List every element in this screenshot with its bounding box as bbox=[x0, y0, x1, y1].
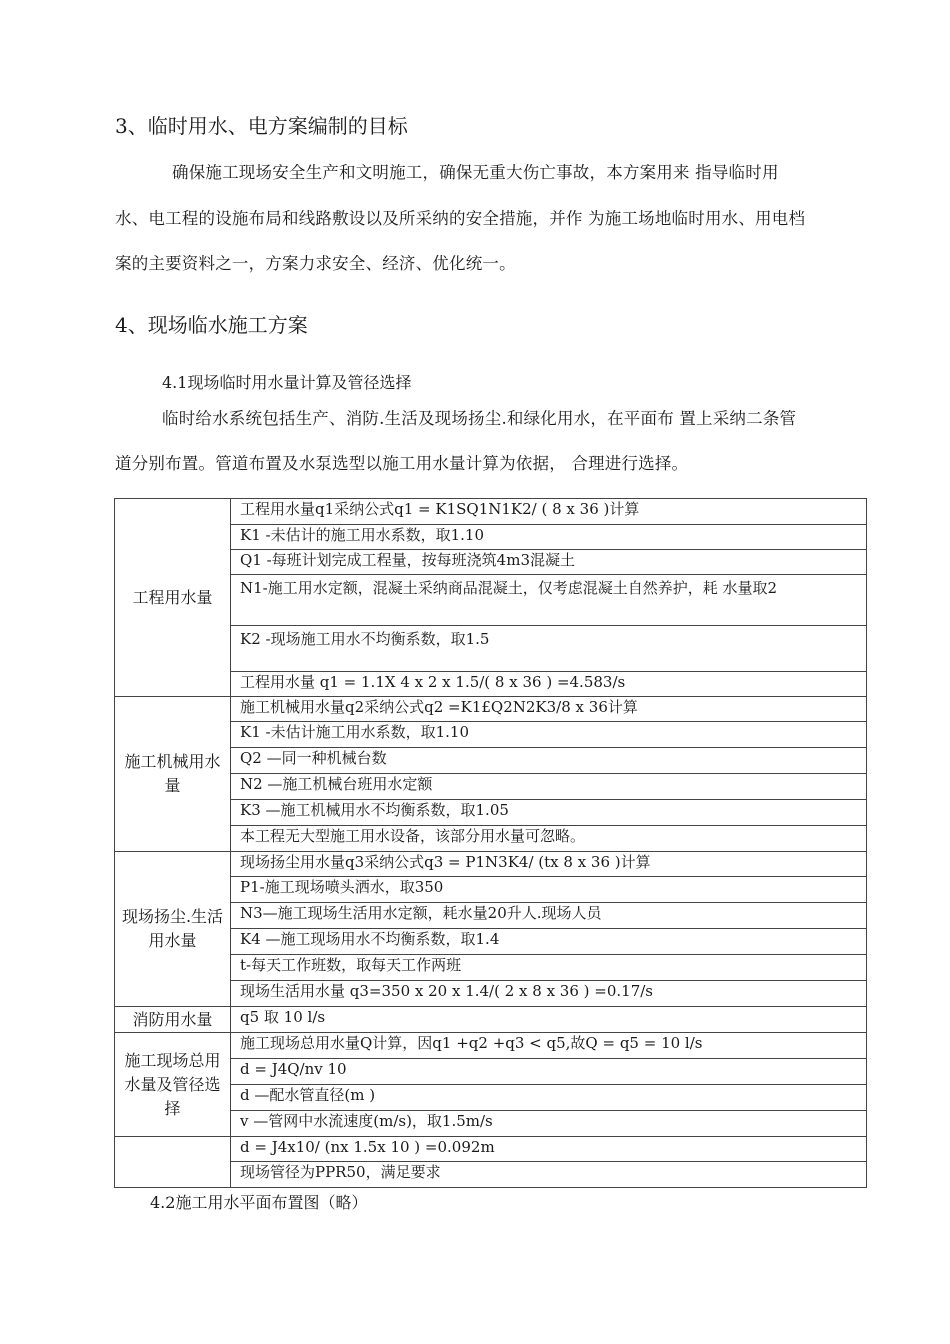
table-cell: N1-施工用水定额，混凝土采纳商品混凝土，仅考虑混凝土自然养护，耗 水量取2 bbox=[231, 575, 867, 626]
section-4-para-line-1: 临时给水系统包括生产、消防.生活及现场扬尘.和绿化用水，在平面布 置上采纳二条管 bbox=[162, 409, 797, 428]
table-row bbox=[115, 1033, 867, 1059]
table-row bbox=[115, 1137, 867, 1162]
table-cell: 现场扬尘用水量q3采纳公式q3 = P1N3K4/ (tx 8 x 36 )计算 bbox=[231, 852, 867, 877]
table-cell: Q1 -每班计划完成工程量，按每班浇筑4m3混凝土 bbox=[231, 550, 867, 575]
table-cell: d = J4Q/nv 10 bbox=[231, 1059, 867, 1085]
table-row bbox=[115, 697, 867, 722]
category-cell: 消防用水量 bbox=[115, 1007, 231, 1033]
section-3-title: 3、临时用水、电方案编制的目标 bbox=[115, 114, 408, 138]
category-cell bbox=[115, 1137, 231, 1188]
table-cell: v —管网中水流速度(m/s)，取1.5m/s bbox=[231, 1111, 867, 1137]
table-cell: K4 —施工现场用水不均衡系数，取1.4 bbox=[231, 929, 867, 955]
section-4-title: 4、现场临水施工方案 bbox=[115, 313, 308, 337]
section-3-para-line-3: 案的主要资料之一，方案力求安全、经济、优化统一。 bbox=[115, 254, 516, 273]
table-cell: N2 —施工机械台班用水定额 bbox=[231, 774, 867, 800]
table-row bbox=[115, 499, 867, 525]
table-cell: 施工现场总用水量Q计算，因q1 +q2 +q3 < q5,故Q = q5 = 10 l/s bbox=[231, 1033, 867, 1059]
table-cell: 工程用水量 q1 = 1.1X 4 x 2 x 1.5/( 8 x 36 ) =4.583/s bbox=[231, 672, 867, 697]
table-cell: K1 -未估计的施工用水系数，取1.10 bbox=[231, 525, 867, 550]
table-cell: 施工机械用水量q2采纳公式q2 =K1£Q2N2K3/8 x 36计算 bbox=[231, 697, 867, 722]
section-4-1-title: 4.1现场临时用水量计算及管径选择 bbox=[162, 373, 412, 392]
category-cell: 施工现场总用水量及管径选择 bbox=[115, 1033, 231, 1137]
category-cell: 施工机械用水量 bbox=[115, 697, 231, 852]
table-cell: 现场生活用水量 q3=350 x 20 x 1.4/( 2 x 8 x 36 ) =0.17/s bbox=[231, 981, 867, 1007]
table-cell: 工程用水量q1采纳公式q1 = K1SQ1N1K2/ ( 8 x 36 )计算 bbox=[231, 499, 867, 525]
section-3-para-line-1: 确保施工现场安全生产和文明施工，确保无重大伤亡事故，本方案用来 指导临时用 bbox=[172, 163, 779, 182]
table-row bbox=[115, 852, 867, 877]
table-cell: d —配水管直径(m ) bbox=[231, 1085, 867, 1111]
section-3-para-line-2: 水、电工程的设施布局和线路敷设以及所采纳的安全措施，并作 为施工场地临时用水、用电档 bbox=[115, 209, 806, 228]
table-cell: Q2 —同一种机械台数 bbox=[231, 748, 867, 774]
table-cell: K3 —施工机械用水不均衡系数，取1.05 bbox=[231, 800, 867, 826]
table-cell: q5 取 10 l/s bbox=[231, 1007, 867, 1033]
section-4-2-title: 4.2施工用水平面布置图（略） bbox=[150, 1193, 368, 1212]
table-cell: N3—施工现场生活用水定额，耗水量20升人.现场人员 bbox=[231, 903, 867, 929]
table-cell: t-每天工作班数，取每天工作两班 bbox=[231, 955, 867, 981]
table-cell: 本工程无大型施工用水设备，该部分用水量可忽略。 bbox=[231, 826, 867, 852]
table-cell: 现场管径为PPR50，满足要求 bbox=[231, 1162, 867, 1188]
table-cell: K1 -未估计施工用水系数，取1.10 bbox=[231, 722, 867, 748]
table-cell: d = J4x10/ (nx 1.5x 10 ) =0.092m bbox=[231, 1137, 867, 1162]
section-4-para-line-2: 道分别布置。管道布置及水泵选型以施工用水量计算为依据， 合理进行选择。 bbox=[115, 454, 689, 473]
table-cell: P1-施工现场喷头洒水，取350 bbox=[231, 877, 867, 903]
water-usage-table bbox=[114, 498, 867, 1188]
category-cell: 工程用水量 bbox=[115, 499, 231, 697]
table-cell: K2 -现场施工用水不均衡系数，取1.5 bbox=[231, 626, 867, 672]
category-cell: 现场扬尘.生活用水量 bbox=[115, 852, 231, 1007]
table-row bbox=[115, 1007, 867, 1033]
